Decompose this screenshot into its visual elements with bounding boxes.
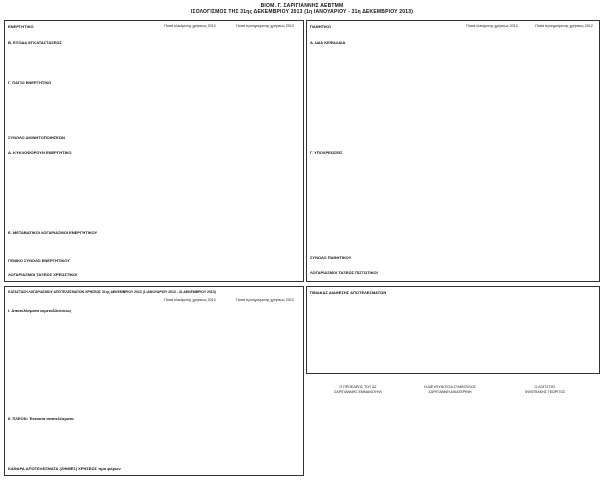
assets-panel [4, 20, 304, 282]
assets-colhead-current: Ποσά κλειόμενης χρήσεως 2013 [164, 24, 216, 28]
signature-chairman [318, 385, 398, 394]
signature-ceo [410, 385, 490, 394]
distribution-panel [306, 286, 600, 374]
liabilities-section: ΣΥΝΟΛΟ ΠΑΘΗΤΙΚΟΥ [310, 255, 352, 260]
income-title: ΚΑΤΑΣΤΑΣΗ ΛΟΓΑΡΙΑΣΜΟΥ ΑΠΟΤΕΛΕΣΜΑΤΩΝ ΧΡΗΣΕΩΣ 31ης ΔΕΚΕΜΒΡΙΟΥ 2013 (1 ΙΑΝΟΥΑΡΙΟΥ 2013 - 31 ΔΕΚΕΜΒΡΙΟΥ 2013) [8, 290, 216, 294]
assets-section: Δ. ΚΥΚΛΟΦΟΡΟΥΝ ΕΝΕΡΓΗΤΙΚΟ [8, 150, 72, 155]
document-header [0, 3, 604, 15]
distribution-title: ΠΙΝΑΚΑΣ ΔΙΑΘΕΣΗΣ ΑΠΟΤΕΛΕΣΜΑΤΩΝ [310, 290, 387, 295]
liabilities-title: ΠΑΘΗΤΙΚΟ [310, 24, 332, 29]
income-statement-panel [4, 286, 304, 476]
assets-title: ΕΝΕΡΓΗΤΙΚΟ [8, 24, 34, 29]
company-name: ΒΙΟΜ. Γ. ΣΑΡΙΓΙΑΝΝΗΣ ΑΕΒΤΜΜ [260, 3, 344, 9]
assets-section: Ε. ΜΕΤΑΒΑΤΙΚΟΙ ΛΟΓΑΡΙΑΣΜΟΙ ΕΝΕΡΓΗΤΙΚΟΥ [8, 230, 98, 235]
assets-section: Γ. ΠΑΓΙΟ ΕΝΕΡΓΗΤΙΚΟ [8, 80, 52, 85]
signature-name: ΦΙΛΙΠΠΑΚΗΣ ΓΕΩΡΓΙΟΣ [524, 389, 566, 394]
liabilities-section: Α. ΙΔΙΑ ΚΕΦΑΛΑΙΑ [310, 40, 346, 45]
income-section: I. Αποτελέσματα εκμεταλλεύσεως [8, 308, 72, 313]
assets-colhead-prior: Ποσά προηγούμενης χρήσεως 2012 [236, 24, 294, 28]
signature-role: Ο ΛΟΓΙΣΤΗΣ [534, 385, 556, 389]
liabilities-section: Γ. ΥΠΟΧΡΕΩΣΕΙΣ [310, 150, 343, 155]
liabilities-colhead-prior: Ποσά προηγούμενης χρήσεως 2012 [535, 24, 593, 28]
income-section: ΚΑΘΑΡΑ ΑΠΟΤΕΛΕΣΜΑΤΑ (ΖΗΜΙΕΣ) ΧΡΗΣΕΩΣ προ φόρων [8, 466, 121, 471]
signature-role: Η ΔΙΕΥΘΥΝΟΥΣΑ ΣΥΜΒΟΥΛΟΣ [424, 385, 476, 389]
signature-name: ΣΑΡΙΓΙΑΝΝΗΣ ΕΜΜΑΝΟΥΗΛ [334, 389, 382, 394]
liabilities-panel [306, 20, 600, 282]
income-colhead-prior: Ποσά προηγούμενης χρήσεως 2012 [236, 298, 294, 302]
assets-section: Β. ΕΞΟΔΑ ΕΓΚΑΤΑΣΤΑΣΕΩΣ [8, 40, 62, 45]
income-section: II. ΠΛΕΟΝ: Έκτακτα αποτελέσματα [8, 416, 74, 421]
income-colhead-current: Ποσά κλειόμενης χρήσεως 2013 [164, 298, 216, 302]
assets-section: ΓΕΝΙΚΟ ΣΥΝΟΛΟ ΕΝΕΡΓΗΤΙΚΟΥ [8, 258, 70, 263]
document-title: ΙΣΟΛΟΓΙΣΜΟΣ ΤΗΣ 31ης ΔΕΚΕΜΒΡΙΟΥ 2013 (1η ΙΑΝΟΥΑΡΙΟΥ - 31η ΔΕΚΕΜΒΡΙΟΥ 2013) [190, 9, 414, 15]
liabilities-section: ΛΟΓΑΡΙΑΣΜΟΙ ΤΑΞΕΩΣ ΠΙΣΤΩΤΙΚΟΙ [310, 270, 378, 275]
assets-section: ΛΟΓΑΡΙΑΣΜΟΙ ΤΑΞΕΩΣ ΧΡΕΩΣΤΙΚΟΙ [8, 272, 78, 277]
liabilities-colhead-current: Ποσά κλειόμενης χρήσεως 2013 [466, 24, 518, 28]
signature-name: ΣΑΡΙΓΙΑΝΝΗ ΑΙΚΑΤΕΡΙΝΗ [428, 389, 472, 394]
assets-section: ΣΥΝΟΛΟ ΑΚΙΝΗΤΟΠΟΙΗΣΕΩΝ [8, 135, 65, 140]
signature-role: Ο ΠΡΟΕΔΡΟΣ ΤΟΥ ΔΣ [339, 385, 377, 389]
signature-accountant [505, 385, 585, 394]
